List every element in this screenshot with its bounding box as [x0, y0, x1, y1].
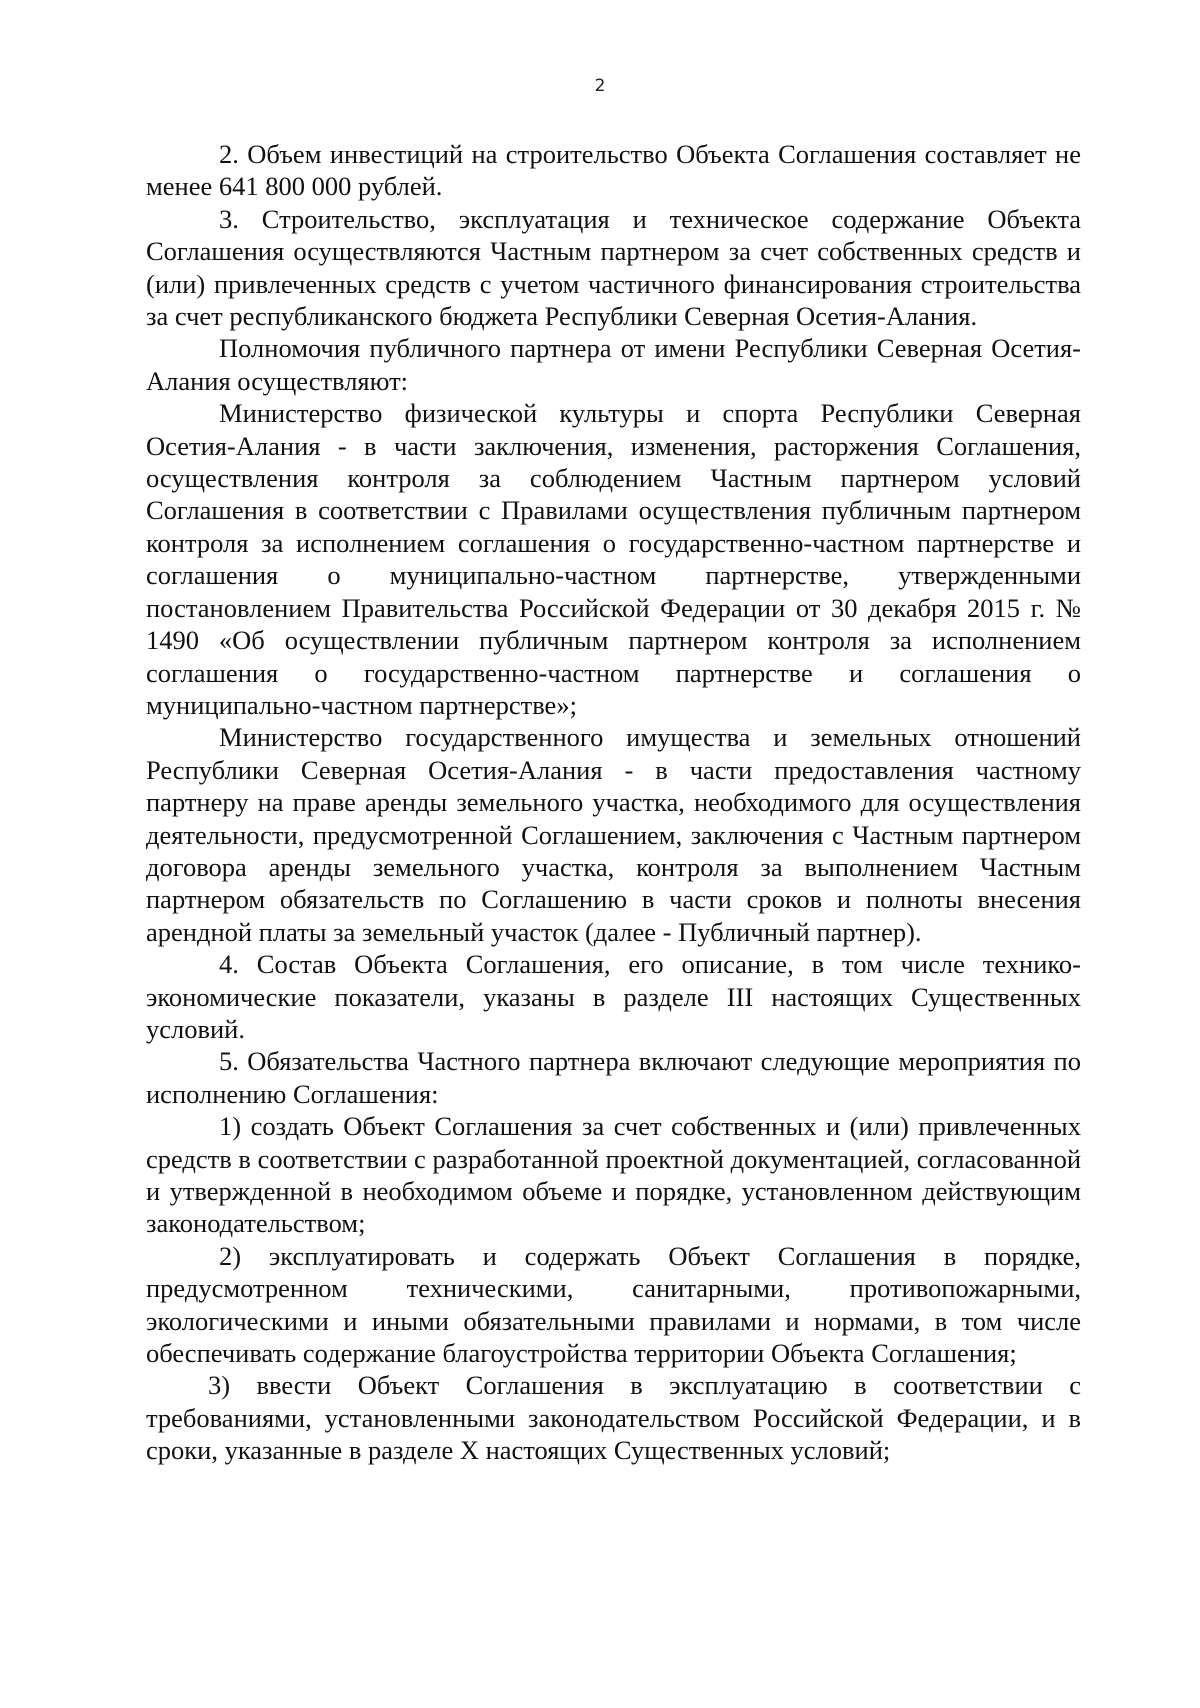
paragraph-private-partner-obligations: 5. Обязательства Частного партнера включают следующие мероприятия по исполнению Соглашения:: [146, 1046, 1081, 1109]
paragraph-investment-volume: 2. Объем инвестиций на строительство Объекта Соглашения составляет не менее 641 800 000 рублей.: [146, 139, 1081, 202]
document-body: [146, 138, 1081, 1467]
page-number: 2: [594, 76, 606, 96]
list-item-operate-object: 2) эксплуатировать и содержать Объект Соглашения в порядке, предусмотренном техническими, санитарными, противопожарными, экологическими и иными обязательными правилами и нормами, в том числе обеспечивать содержание благоустройства территории Объекта Соглашения;: [146, 1240, 1081, 1369]
list-item-create-object: 1) создать Объект Соглашения за счет собственных и (или) привлеченных средств в соответствии с разработанной проектной документацией, согласованной и утвержденной в необходимом объеме и порядке, установленном действующим законодательством;: [146, 1111, 1081, 1239]
paragraph-sports-ministry: Министерство физической культуры и спорта Республики Северная Осетия-Алания - в части заключения, изменения, расторжения Соглашения, осуществления контроля за соблюдением Частным партнером условий Соглашения в соответствии с Правилами осуществления публичным партнером контроля за исполнением соглашения о государственно-частном партнерстве и соглашения о муниципально-частном партнерстве, утвержденными постановлением Правительства Российской Федерации от 30 декабря 2015 г. № 1490 «Об осуществлении публичным партнером контроля за исполнением соглашения о государственно-частном партнерстве и соглашения о муниципально-частном партнерстве»;: [146, 398, 1081, 720]
paragraph-public-partner-powers: Полномочия публичного партнера от имени Республики Северная Осетия-Алания осуществляют:: [146, 333, 1081, 396]
paragraph-property-ministry: Министерство государственного имущества и земельных отношений Республики Северная Осетия-Алания - в части предоставления частному партнеру на праве аренды земельного участка, необходимого для осуществления деятельности, предусмотренной Соглашением, заключения с Частным партнером договора аренды земельного участка, контроля за выполнением Частным партнером обязательств по Соглашению в части сроков и полноты внесения арендной платы за земельный участок (далее - Публичный партнер).: [146, 722, 1081, 947]
paragraph-construction-financing: 3. Строительство, эксплуатация и техническое содержание Объекта Соглашения осуществляются Частным партнером за счет собственных средств и (или) привлеченных средств с учетом частичного финансирования строительства за счет республиканского бюджета Республики Северная Осетия-Алания.: [146, 203, 1081, 332]
paragraph-object-composition: 4. Состав Объекта Соглашения, его описание, в том числе технико-экономические показатели, указаны в разделе III настоящих Существенных условий.: [146, 949, 1081, 1044]
list-item-commission-object: 3) ввести Объект Соглашения в эксплуатацию в соответствии с требованиями, установленными законодательством Российской Федерации, и в сроки, указанные в разделе X настоящих Существенных условий;: [146, 1370, 1081, 1466]
